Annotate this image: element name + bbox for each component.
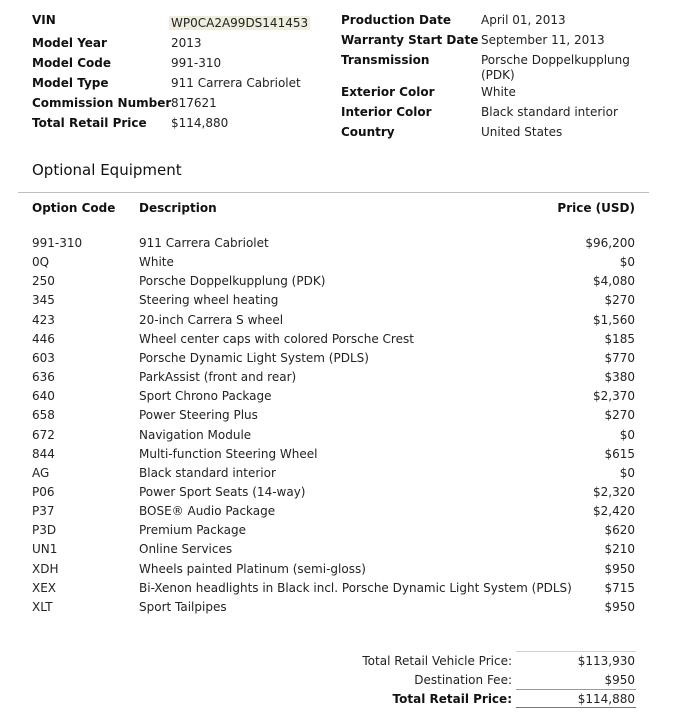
exterior-color-label: Exterior Color	[341, 85, 435, 99]
totals-top-line	[516, 651, 636, 652]
total-retail-price-label-footer: Total Retail Price:	[392, 692, 512, 706]
model-year-value: 2013	[171, 36, 202, 50]
description-cell: Multi-function Steering Wheel	[139, 446, 318, 461]
description-cell: White	[139, 255, 174, 270]
table-row	[0, 504, 673, 523]
table-row	[0, 332, 673, 351]
option-code-cell: 672	[32, 427, 55, 442]
description-cell: Online Services	[139, 542, 233, 557]
vin-value: WP0CA2A99DS141453	[171, 16, 309, 30]
option-code-cell: AG	[32, 465, 50, 480]
optional-equipment-title: Optional Equipment	[32, 161, 182, 179]
option-code-cell: 640	[32, 389, 55, 404]
table-row	[0, 562, 673, 581]
totals-bottom-line	[516, 707, 636, 708]
table-row	[0, 600, 673, 619]
price-cell: $620	[604, 523, 635, 538]
total-vehicle-price-value: $113,930	[577, 654, 635, 668]
price-cell: $210	[604, 542, 635, 557]
table-row	[0, 466, 673, 485]
country-label: Country	[341, 125, 395, 139]
option-code-cell: P37	[32, 504, 55, 519]
interior-color-label: Interior Color	[341, 105, 432, 119]
option-code-cell: UN1	[32, 542, 58, 557]
option-code-cell: 991-310	[32, 236, 83, 250]
price-cell: $270	[604, 408, 635, 423]
price-cell: $270	[604, 293, 635, 308]
description-cell: Power Steering Plus	[139, 408, 258, 423]
section-divider	[18, 192, 649, 193]
interior-color-value: Black standard interior	[481, 105, 618, 119]
option-code-cell: 603	[32, 350, 55, 365]
description-cell: Porsche Dynamic Light System (PDLS)	[139, 350, 369, 365]
price-cell: $2,370	[593, 389, 635, 404]
price-cell: $380	[604, 370, 635, 385]
description-cell: Wheel center caps with colored Porsche Crest	[139, 331, 414, 346]
option-code-cell: P3D	[32, 523, 57, 538]
table-row	[0, 485, 673, 504]
price-header: Price (USD)	[557, 201, 635, 215]
description-cell: Sport Tailpipes	[139, 599, 227, 614]
option-code-cell: 636	[32, 370, 55, 385]
model-code-label: Model Code	[32, 56, 111, 70]
option-code-cell: 0Q	[32, 255, 50, 270]
table-row	[0, 523, 673, 542]
price-cell: $4,080	[593, 274, 635, 289]
description-cell: BOSE® Audio Package	[139, 504, 276, 519]
description-cell: Power Sport Seats (14-way)	[139, 484, 306, 499]
table-row	[0, 370, 673, 389]
model-type-value: 911 Carrera Cabriolet	[171, 76, 301, 90]
vin-label: VIN	[32, 13, 56, 27]
description-cell: Porsche Doppelkupplung (PDK)	[139, 274, 326, 289]
table-row	[0, 428, 673, 447]
price-cell: $615	[604, 446, 635, 461]
price-cell: $96,200	[585, 236, 635, 250]
description-cell: Wheels painted Platinum (semi-gloss)	[139, 561, 366, 576]
option-code-cell: 423	[32, 312, 55, 327]
description-cell: 911 Carrera Cabriolet	[139, 236, 269, 250]
option-code-cell: 844	[32, 446, 55, 461]
model-type-label: Model Type	[32, 76, 109, 90]
table-row	[0, 236, 673, 255]
total-vehicle-price-label: Total Retail Vehicle Price:	[362, 654, 512, 668]
table-row	[0, 389, 673, 408]
total-retail-price-label: Total Retail Price	[32, 116, 147, 130]
price-cell: $2,320	[593, 484, 635, 499]
commission-number-label: Commission Number	[32, 96, 172, 110]
table-row	[0, 447, 673, 466]
description-cell: Premium Package	[139, 523, 246, 538]
price-cell: $1,560	[593, 312, 635, 327]
price-cell: $0	[619, 255, 635, 270]
production-date-label: Production Date	[341, 13, 451, 27]
price-cell: $185	[604, 331, 635, 346]
table-row	[0, 293, 673, 312]
transmission-label: Transmission	[341, 53, 430, 67]
table-row	[0, 313, 673, 332]
table-row	[0, 255, 673, 274]
warranty-start-value: September 11, 2013	[481, 33, 605, 47]
option-code-cell: XEX	[32, 580, 57, 595]
option-code-cell: 250	[32, 274, 55, 289]
option-code-cell: XLT	[32, 599, 53, 614]
option-code-cell: XDH	[32, 561, 59, 576]
option-code-cell: 345	[32, 293, 55, 308]
table-row	[0, 542, 673, 561]
option-code-cell: P06	[32, 484, 55, 499]
description-cell: Sport Chrono Package	[139, 389, 272, 404]
price-cell: $950	[604, 561, 635, 576]
exterior-color-value: White	[481, 85, 516, 99]
total-retail-price-footer-value: $114,880	[577, 692, 635, 706]
model-year-label: Model Year	[32, 36, 107, 50]
totals-mid-line	[516, 689, 636, 690]
price-cell: $0	[619, 465, 635, 480]
description-header: Description	[139, 201, 217, 215]
description-cell: Navigation Module	[139, 427, 252, 442]
transmission-value-line1: Porsche Doppelkupplung	[481, 53, 630, 67]
price-cell: $770	[604, 350, 635, 365]
table-row	[0, 581, 673, 600]
option-code-cell: 658	[32, 408, 55, 423]
table-row	[0, 274, 673, 293]
price-cell: $0	[619, 427, 635, 442]
total-retail-price-value: $114,880	[171, 116, 229, 130]
description-cell: 20-inch Carrera S wheel	[139, 312, 284, 327]
table-row	[0, 408, 673, 427]
destination-fee-value: $950	[604, 673, 635, 687]
option-code-header: Option Code	[32, 201, 116, 215]
option-code-cell: 446	[32, 331, 55, 346]
warranty-start-label: Warranty Start Date	[341, 33, 479, 47]
table-row	[0, 351, 673, 370]
description-cell: Black standard interior	[139, 465, 276, 480]
description-cell: ParkAssist (front and rear)	[139, 370, 297, 385]
commission-number-value: 817621	[171, 96, 217, 110]
price-cell: $950	[604, 599, 635, 614]
production-date-value: April 01, 2013	[481, 13, 566, 27]
transmission-value-line2: (PDK)	[481, 68, 515, 82]
price-cell: $715	[604, 580, 635, 595]
country-value: United States	[481, 125, 563, 139]
destination-fee-label: Destination Fee:	[414, 673, 512, 687]
description-cell: Bi-Xenon headlights in Black incl. Porsche Dynamic Light System (PDLS)	[139, 580, 572, 595]
model-code-value: 991-310	[171, 56, 222, 70]
description-cell: Steering wheel heating	[139, 293, 279, 308]
price-cell: $2,420	[593, 504, 635, 519]
